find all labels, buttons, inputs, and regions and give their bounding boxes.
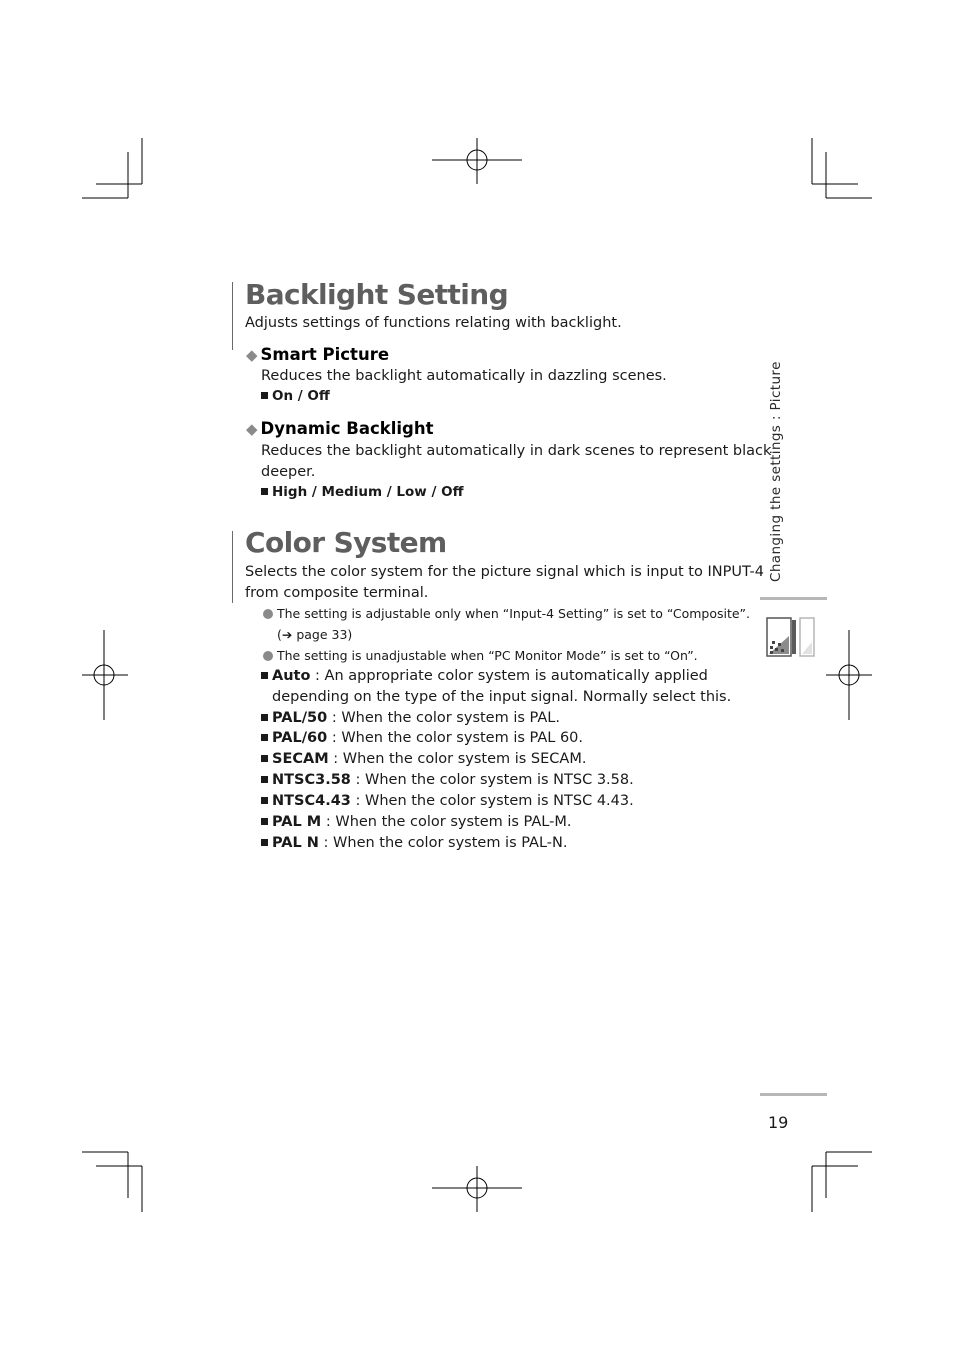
circle-bullet-icon [263,609,273,619]
option-pal50: PAL/50 : When the color system is PAL. [261,708,560,729]
square-bullet-icon [261,755,268,762]
dynamic-backlight-description: Reduces the backlight automatically in dark scenes to represent black [261,443,772,459]
section-bar [232,531,233,603]
side-tab-label: Changing the settings : Picture [768,361,784,582]
smart-picture-options: On / Off [261,388,330,404]
option-pal60: PAL/60 : When the color system is PAL 60. [261,728,583,749]
subheading-dynamic-backlight: ◆ Dynamic Backlight [246,419,434,438]
square-bullet-icon [261,672,268,679]
square-bullet-icon [261,818,268,825]
option-ntsc358: NTSC3.58 : When the color system is NTSC 3.58. [261,770,634,791]
note-pc-monitor: The setting is unadjustable when “PC Monitor Mode” is set to “On”. [263,646,698,666]
square-bullet-icon [261,839,268,846]
square-bullet-icon [261,734,268,741]
diamond-bullet-icon: ◆ [246,420,258,438]
option-secam: SECAM : When the color system is SECAM. [261,749,586,770]
square-bullet-icon [261,392,268,399]
color-system-intro: Selects the color system for the picture signal which is input to INPUT-4 [245,564,764,580]
square-bullet-icon [261,488,268,495]
section-title-color-system: Color System [245,526,447,559]
option-ntsc443: NTSC4.43 : When the color system is NTSC 4.43. [261,791,634,812]
square-bullet-icon [261,797,268,804]
option-pal-m: PAL M : When the color system is PAL-M. [261,812,571,833]
square-bullet-icon [261,714,268,721]
square-bullet-icon [261,776,268,783]
option-pal-n: PAL N : When the color system is PAL-N. [261,833,568,854]
section-title-backlight: Backlight Setting [245,278,509,311]
page-number: 19 [768,1113,789,1132]
note-page-reference: (➔ page 33) [277,627,353,642]
diamond-bullet-icon: ◆ [246,346,258,364]
option-auto: Auto : An appropriate color system is automatically applied [261,666,708,687]
option-auto-cont: depending on the type of the input signal. Normally select this. [272,689,732,705]
side-tab-rule [760,597,827,600]
circle-bullet-icon [263,651,273,661]
color-system-intro-cont: from composite terminal. [245,585,429,601]
smart-picture-description: Reduces the backlight automatically in dazzling scenes. [261,368,667,384]
subheading-smart-picture: ◆ Smart Picture [246,345,390,364]
picture-settings-icon [766,616,816,658]
dynamic-backlight-description-cont: deeper. [261,464,316,480]
note-input4: The setting is adjustable only when “Input-4 Setting” is set to “Composite”. [263,604,750,624]
dynamic-backlight-options: High / Medium / Low / Off [261,484,464,500]
backlight-intro: Adjusts settings of functions relating with backlight. [245,315,622,331]
page-number-rule [760,1093,827,1096]
section-bar [232,282,233,350]
